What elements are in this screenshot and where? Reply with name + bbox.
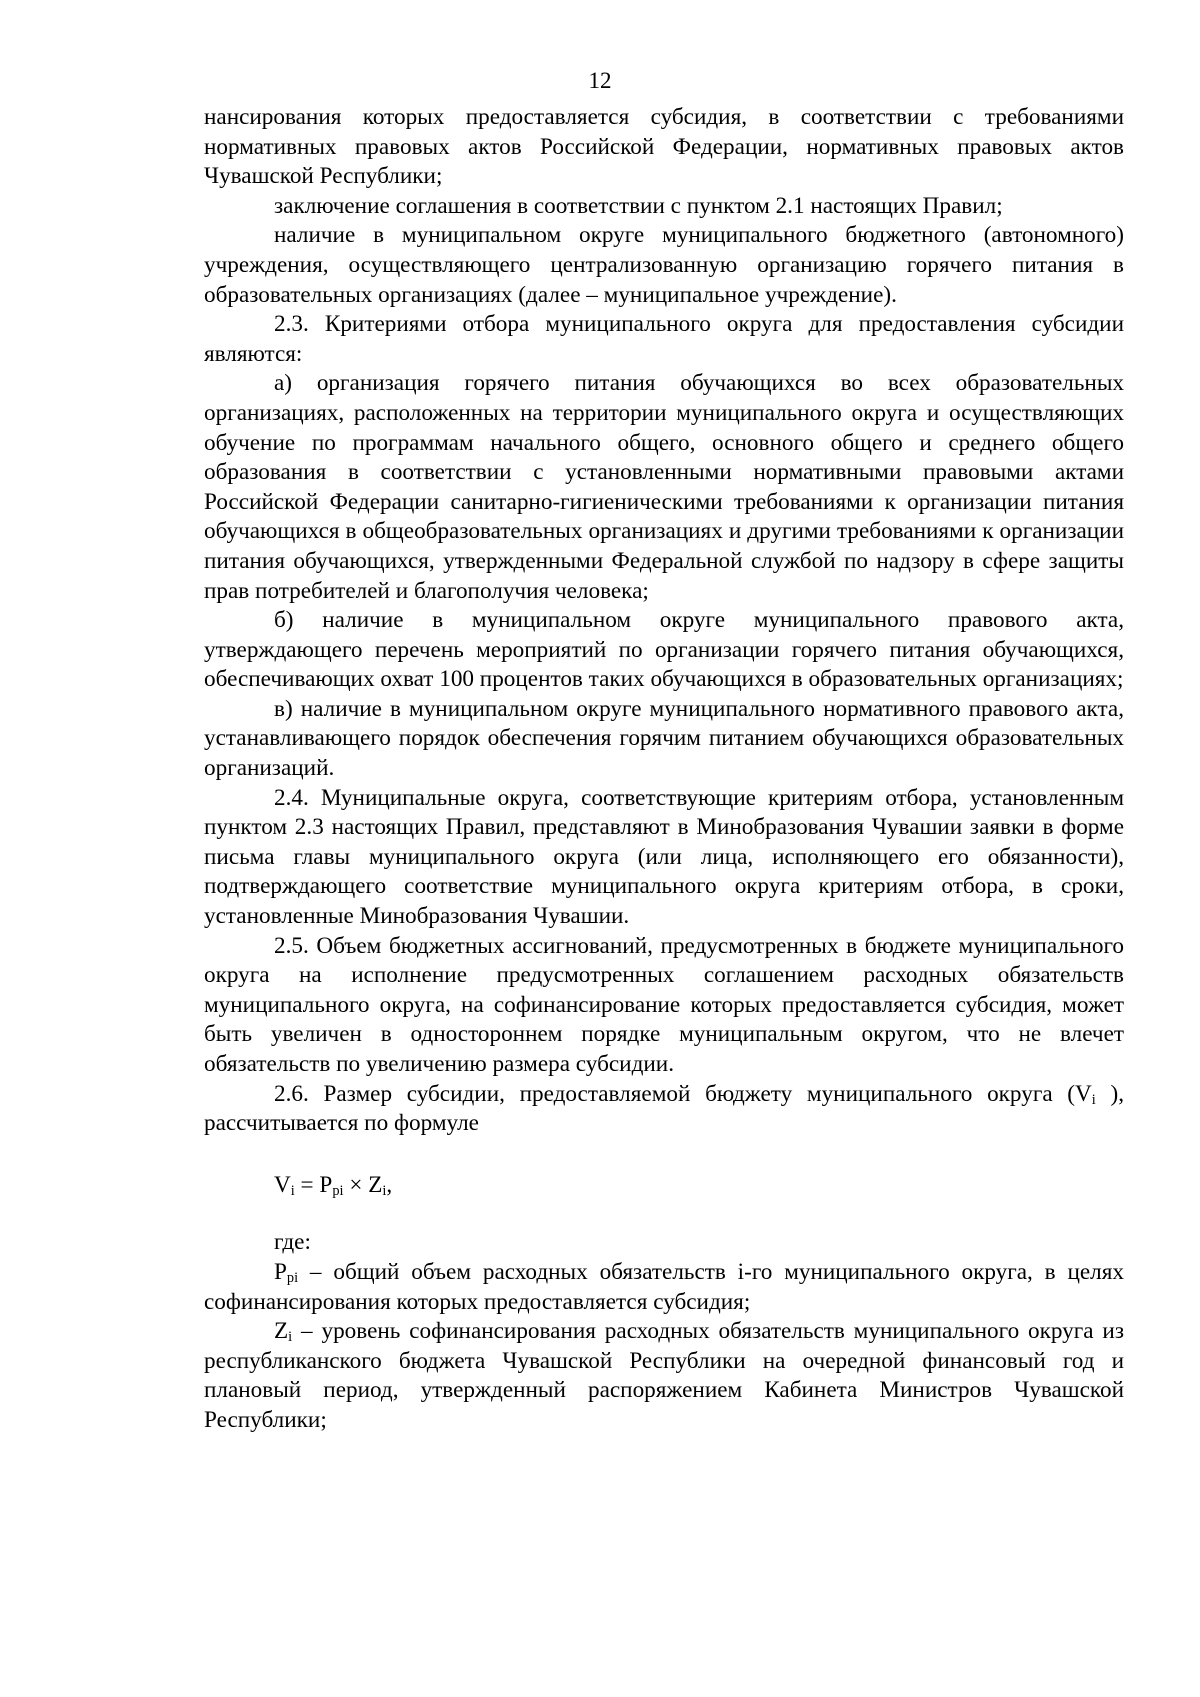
- paragraph-municipal-institution: наличие в муниципальном округе муниципального бюджетного (автономного) учреждения, осуществляющего централизованную организацию горячего питания в образовательных организациях (далее – муниципальное учреждение).: [204, 222, 1124, 308]
- document-body: [204, 103, 1124, 1436]
- paragraph-agreement: заключение соглашения в соответствии с пунктом 2.1 настоящих Правил;: [274, 192, 1003, 219]
- paragraph-ppi-definition: $P_{pi}$ – общий объем расходных обязательств i-го муниципального округа, в целях софинансирования которых предоставляется субсидия;: [204, 1258, 1124, 1315]
- paragraph-continuation: нансирования которых предоставляется субсидия, в соответствии с требованиями нормативных правовых актов Российской Федерации, нормативных правовых актов Чувашской Республики;: [204, 104, 1124, 190]
- paragraph-2-5: 2.5. Объем бюджетных ассигнований, предусмотренных в бюджете муниципального округа на исполнение предусмотренных соглашением расходных обязательств муниципального округа, на софинансирование которых предоставляется субсидия, может быть увеличен в одностороннем порядке муниципальным округом, что не влечет обязательств по увеличению размера субсидии.: [204, 932, 1124, 1077]
- paragraph-where: где:: [274, 1229, 311, 1256]
- paragraph-2-6-text: 2.6. Размер субсидии, предоставляемой бюджету муниципального округа: [274, 1080, 1053, 1107]
- paragraph-2-6: 2.6. Размер субсидии, предоставляемой бюджету муниципального округа ($V_i$ ), рассчитывается по формуле: [204, 1080, 1124, 1137]
- paragraph-zi-definition: $Z_i$ – уровень софинансирования расходных обязательств муниципального округа из республиканского бюджета Чувашской Республики на очередной финансовый год и плановый период, утвержденный распоряжением Кабинета Министров Чувашской Республики;: [204, 1318, 1124, 1433]
- subsidy-symbol: $V_i$: [1075, 1080, 1096, 1108]
- paragraph-2-6-tail: ), рассчитывается по формуле: [204, 1080, 1124, 1137]
- paragraph-2-3-v: в) наличие в муниципальном округе муниципального нормативного правового акта, устанавливающего порядок обеспечения горячим питанием обучающихся образовательных организаций.: [204, 695, 1124, 782]
- page-number: 12: [588, 68, 612, 93]
- paragraph-2-3-b: б) наличие в муниципальном округе муниципального правового акта, утверждающего перечень мероприятий по организации горячего питания обучающихся, обеспечивающих охват 100 процентов таких обучающихся в образовательных организациях;: [204, 607, 1124, 693]
- subsidy-formula: $V_i = P_{pi} \times Z_i$,: [274, 1171, 393, 1199]
- paragraph-2-3-criteria: 2.3. Критериями отбора муниципального округа для предоставления субсидии являются:: [204, 311, 1124, 367]
- paragraph-2-3-a: а) организация горячего питания обучающихся во всех образовательных организациях, расположенных на территории муниципального округа и осуществляющих обучение по программам начального общего, основного общего и среднего общего образования в соответствии с установленными нормативными правовыми актами Российской Федерации санитарно-гигиеническими требованиями к организации питания обучающихся в общеобразовательных организациях и другими требованиями к организации питания обучающихся, утвержденными Федеральной службой по надзору в сфере защиты прав потребителей и благополучия человека;: [204, 370, 1124, 604]
- paragraph-2-4: 2.4. Муниципальные округа, соответствующие критериям отбора, установленным пунктом 2.3 настоящих Правил, представляют в Минобразования Чувашии заявки в форме письма главы муниципального округа (или лица, исполняющего его обязанности), подтверждающего соответствие муниципального округа критериям отбора, в сроки, установленные Минобразования Чувашии.: [204, 784, 1124, 930]
